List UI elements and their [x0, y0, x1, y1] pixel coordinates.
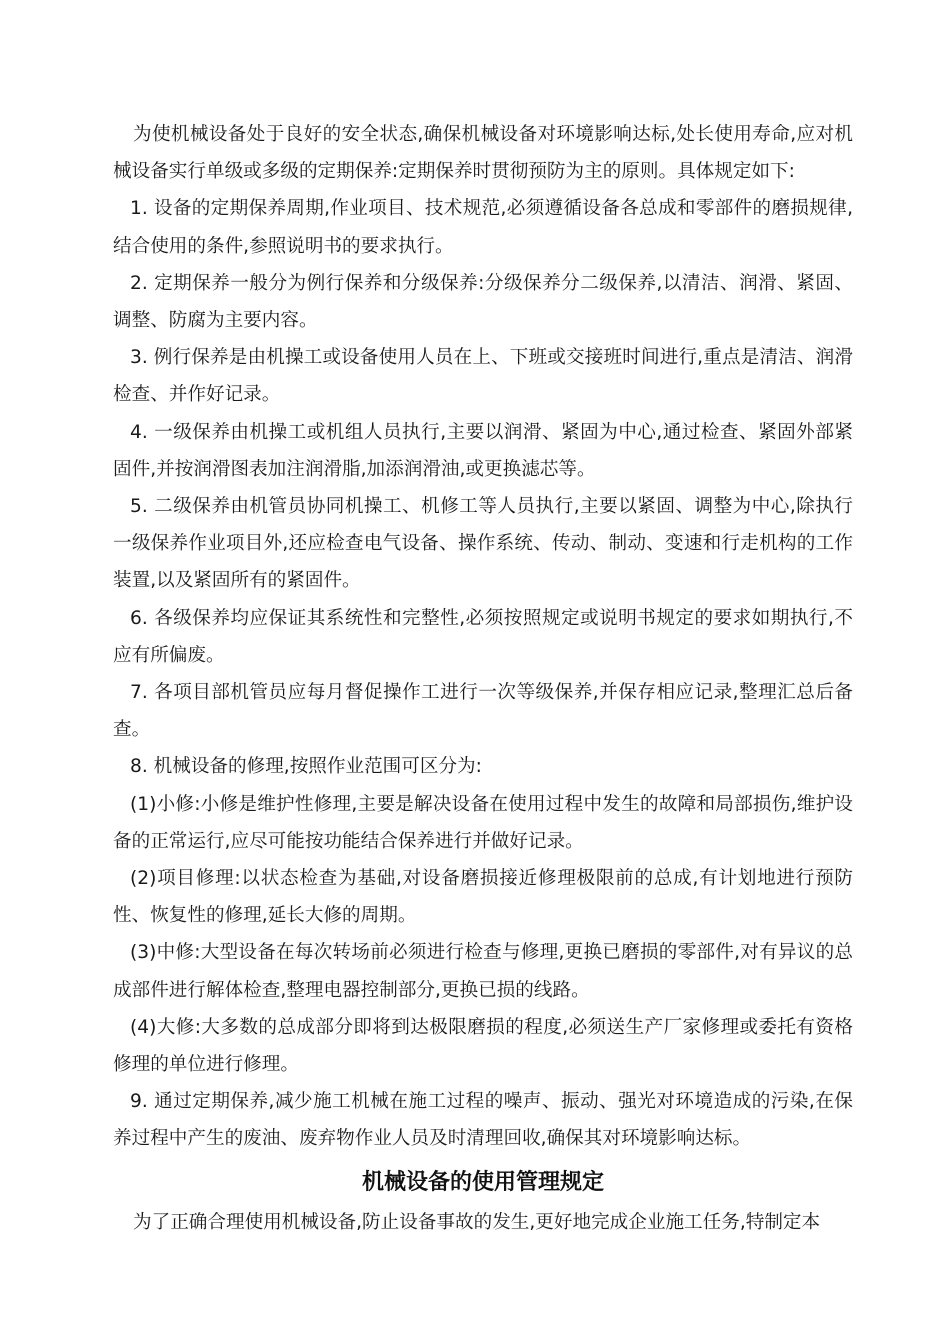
list-item: 2. 定期保养一般分为例行保养和分级保养:分级保养分二级保养,以清洁、润滑、紧固、调整、防腐为主要内容。 [113, 272, 853, 332]
document-body [113, 116, 853, 1241]
list-item: 4. 一级保养由机操工或机组人员执行,主要以润滑、紧固为中心,通过检查、紧固外部紧固件,并按润滑图表加注润滑脂,加添润滑油,或更换滤芯等。 [113, 421, 853, 480]
list-item: 8. 机械设备的修理,按照作业范围可区分为: [130, 756, 482, 778]
list-item: 7. 各项目部机管员应每月督促操作工进行一次等级保养,并保存相应记录,整理汇总后备查。 [113, 682, 853, 741]
sub-list-item: (2)项目修理:以状态检查为基础,对设备磨损接近修理极限前的总成,有计划地进行预防性、恢复性的修理,延长大修的周期。 [113, 868, 853, 927]
sub-list-item: (1)小修:小修是维护性修理,主要是解决设备在使用过程中发生的故障和局部损伤,维护设备的正常运行,应尽可能按功能结合保养进行并做好记录。 [113, 793, 853, 852]
list-item: 9. 通过定期保养,减少施工机械在施工过程的噪声、振动、强光对环境造成的污染,在保养过程中产生的废油、废弃物作业人员及时清理回收,确保其对环境影响达标。 [113, 1091, 853, 1150]
sub-list-item: (4)大修:大多数的总成部分即将到达极限磨损的程度,必须送生产厂家修理或委托有资格修理的单位进行修理。 [113, 1016, 853, 1076]
list-item: 3. 例行保养是由机操工或设备使用人员在上、下班或交接班时间进行,重点是清洁、润滑检查、并作好记录。 [113, 347, 853, 406]
list-item: 1. 设备的定期保养周期,作业项目、技术规范,必须遵循设备各总成和零部件的磨损规律,结合使用的条件,参照说明书的要求执行。 [113, 198, 853, 257]
section-title: 机械设备的使用管理规定 [361, 1168, 604, 1195]
sub-list-item: (3)中修:大型设备在每次转场前必须进行检查与修理,更换已磨损的零部件,对有异议的总成部件进行解体检查,整理电器控制部分,更换已损的线路。 [113, 942, 853, 1001]
section-intro-paragraph: 为了正确合理使用机械设备,防止设备事故的发生,更好地完成企业施工任务,特制定本 [133, 1211, 821, 1233]
list-item: 5. 二级保养由机管员协同机操工、机修工等人员执行,主要以紧固、调整为中心,除执行一级保养作业项目外,还应检查电气设备、操作系统、传动、制动、变速和行走机构的工作装置,以及紧固所有的紧固件。 [113, 496, 853, 592]
intro-paragraph: 为使机械设备处于良好的安全状态,确保机械设备对环境影响达标,处长使用寿命,应对机械设备实行单级或多级的定期保养:定期保养时贯彻预防为主的原则。具体规定如下: [113, 124, 853, 183]
list-item: 6. 各级保养均应保证其系统性和完整性,必须按照规定或说明书规定的要求如期执行,不应有所偏废。 [113, 607, 853, 666]
